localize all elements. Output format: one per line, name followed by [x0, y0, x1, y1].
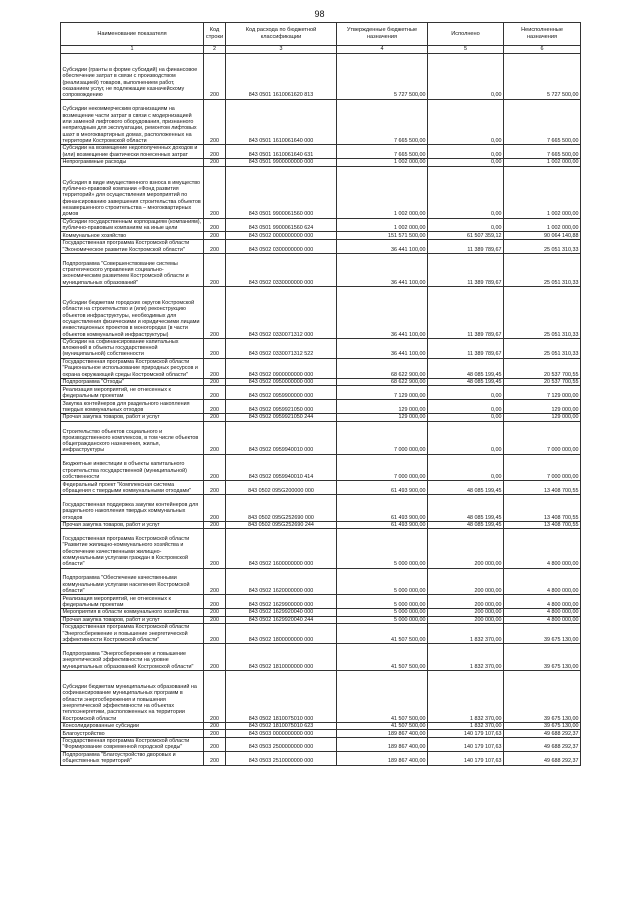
indicator-name-cell: Государственная программа Костромской области "Формирование современной городской среды" — [61, 737, 204, 751]
row-code-cell: 200 — [204, 286, 226, 338]
indicator-name-cell: Мероприятия в области коммунального хозяйства — [61, 609, 204, 617]
row-code-cell: 200 — [204, 400, 226, 414]
table-row — [61, 454, 581, 481]
table-row — [61, 495, 581, 522]
executed-amount-cell: 48 085 199,45 — [428, 481, 504, 495]
table-row — [61, 232, 581, 240]
budget-code-cell: 843 0502 0330071312 522 — [226, 338, 337, 358]
unexecuted-amount-cell: 1 002 000,00 — [504, 159, 581, 167]
row-code-cell: 200 — [204, 529, 226, 568]
budget-code-cell: 843 0502 0959940010 414 — [226, 454, 337, 481]
unexecuted-amount-cell: 25 051 310,33 — [504, 286, 581, 338]
table-row — [61, 253, 581, 286]
executed-amount-cell: 0,00 — [428, 421, 504, 454]
row-code-cell: 200 — [204, 54, 226, 100]
executed-amount-cell: 48 085 199,45 — [428, 495, 504, 522]
header-approved-appropriations: Утвержденные бюджетные назначения — [337, 23, 428, 46]
executed-amount-cell: 200 000,00 — [428, 568, 504, 595]
executed-amount-cell: 140 179 107,63 — [428, 730, 504, 738]
column-number: 4 — [337, 46, 428, 54]
indicator-name-cell: Прочая закупка товаров, работ и услуг — [61, 521, 204, 529]
column-number-row — [61, 46, 581, 54]
approved-amount-cell: 41 507 500,00 — [337, 624, 428, 644]
table-row — [61, 730, 581, 738]
executed-amount-cell: 0,00 — [428, 145, 504, 159]
table-row — [61, 145, 581, 159]
row-code-cell: 200 — [204, 737, 226, 751]
table-row — [61, 624, 581, 644]
row-code-cell: 200 — [204, 218, 226, 232]
unexecuted-amount-cell: 13 408 700,55 — [504, 481, 581, 495]
unexecuted-amount-cell: 7 665 500,00 — [504, 99, 581, 145]
approved-amount-cell: 7 000 000,00 — [337, 454, 428, 481]
column-number: 1 — [61, 46, 204, 54]
table-row — [61, 595, 581, 609]
approved-amount-cell: 36 441 100,00 — [337, 286, 428, 338]
indicator-name-cell: Государственная программа Костромской области "Экономическое развитие Костромской области" — [61, 239, 204, 253]
budget-execution-table — [60, 22, 581, 766]
unexecuted-amount-cell: 39 675 130,00 — [504, 670, 581, 722]
budget-code-cell: 843 0503 0000000000 000 — [226, 730, 337, 738]
budget-code-cell: 843 0502 1600000000 000 — [226, 529, 337, 568]
table-row — [61, 414, 581, 422]
row-code-cell: 200 — [204, 232, 226, 240]
unexecuted-amount-cell: 4 800 000,00 — [504, 595, 581, 609]
unexecuted-amount-cell: 49 688 292,37 — [504, 730, 581, 738]
unexecuted-amount-cell: 1 002 000,00 — [504, 218, 581, 232]
executed-amount-cell: 0,00 — [428, 454, 504, 481]
table-row — [61, 616, 581, 624]
approved-amount-cell: 41 507 500,00 — [337, 644, 428, 671]
budget-code-cell: 843 0502 1810000000 000 — [226, 644, 337, 671]
executed-amount-cell: 200 000,00 — [428, 609, 504, 617]
unexecuted-amount-cell: 20 537 700,55 — [504, 378, 581, 386]
indicator-name-cell: Субсидии бюджетам городских округов Костромской области на строительство и (или) реконструкцию объектов инфраструктуры, необходимых для осуществления физическими и юридическими лицами инвестиционных проектов в моногородах (в части объектов коммунальной инфраструктуры) — [61, 286, 204, 338]
row-code-cell: 200 — [204, 609, 226, 617]
row-code-cell: 200 — [204, 145, 226, 159]
row-code-cell: 200 — [204, 378, 226, 386]
row-code-cell: 200 — [204, 454, 226, 481]
row-code-cell: 200 — [204, 670, 226, 722]
row-code-cell: 200 — [204, 624, 226, 644]
page-number: 98 — [314, 9, 325, 19]
budget-code-cell: 843 0502 095G252690 244 — [226, 521, 337, 529]
unexecuted-amount-cell: 4 800 000,00 — [504, 609, 581, 617]
indicator-name-cell: Субсидии бюджетам муниципальных образований на софинансирование муниципальных программ в области энергосбережения и повышения энергетической эффективности на объектах теплоэнергетики, расположенных на территории Костромской области — [61, 670, 204, 722]
table-row — [61, 481, 581, 495]
table-row — [61, 521, 581, 529]
approved-amount-cell: 151 571 500,00 — [337, 232, 428, 240]
budget-code-cell: 843 0502 0000000000 000 — [226, 232, 337, 240]
table-row — [61, 568, 581, 595]
budget-code-cell: 843 0501 1610061640 000 — [226, 99, 337, 145]
unexecuted-amount-cell: 39 675 130,00 — [504, 722, 581, 730]
indicator-name-cell: Непрограммные расходы — [61, 159, 204, 167]
indicator-name-cell: Реализация мероприятий, не отнесенных к федеральным проектам — [61, 386, 204, 400]
unexecuted-amount-cell: 25 051 310,33 — [504, 338, 581, 358]
executed-amount-cell: 0,00 — [428, 99, 504, 145]
table-row — [61, 286, 581, 338]
row-code-cell: 200 — [204, 722, 226, 730]
table-row — [61, 751, 581, 765]
row-code-cell: 200 — [204, 495, 226, 522]
row-code-cell: 200 — [204, 358, 226, 378]
indicator-name-cell: Субсидия в виде имущественного взноса в имущество публично-правовой компании «Фонд развития территорий» для осуществления мероприятий по финансированию завершения строительства объектов незавершенного строительства – многоквартирных домов — [61, 166, 204, 218]
unexecuted-amount-cell: 13 408 700,55 — [504, 495, 581, 522]
unexecuted-amount-cell: 49 688 292,37 — [504, 737, 581, 751]
executed-amount-cell: 0,00 — [428, 218, 504, 232]
executed-amount-cell: 11 389 789,67 — [428, 253, 504, 286]
unexecuted-amount-cell: 49 688 292,37 — [504, 751, 581, 765]
indicator-name-cell: Закупка контейнеров для раздельного накопления твердых коммунальных отходов — [61, 400, 204, 414]
header-executed: Исполнено — [428, 23, 504, 46]
unexecuted-amount-cell: 7 665 500,00 — [504, 145, 581, 159]
header-indicator-name: Наименование показателя — [61, 23, 204, 46]
unexecuted-amount-cell: 7 000 000,00 — [504, 421, 581, 454]
executed-amount-cell: 1 832 370,00 — [428, 670, 504, 722]
approved-amount-cell: 1 002 000,00 — [337, 159, 428, 167]
budget-code-cell: 843 0502 1800000000 000 — [226, 624, 337, 644]
budget-code-cell: 843 0502 1810075010 000 — [226, 670, 337, 722]
budget-code-cell: 843 0502 0300000000 000 — [226, 239, 337, 253]
unexecuted-amount-cell: 129 000,00 — [504, 400, 581, 414]
budget-code-cell: 843 0501 9900061560 000 — [226, 166, 337, 218]
table-row — [61, 239, 581, 253]
budget-code-cell: 843 0502 1810075010 623 — [226, 722, 337, 730]
header-budget-classification-code: Код расхода по бюджетной классификации — [226, 23, 337, 46]
executed-amount-cell: 0,00 — [428, 166, 504, 218]
unexecuted-amount-cell: 13 408 700,55 — [504, 521, 581, 529]
budget-code-cell: 843 0502 095G200000 000 — [226, 481, 337, 495]
approved-amount-cell: 189 867 400,00 — [337, 730, 428, 738]
row-code-cell: 200 — [204, 421, 226, 454]
table-row — [61, 218, 581, 232]
indicator-name-cell: Государственная поддержка закупки контейнеров для раздельного накопления твердых коммунальных отходов — [61, 495, 204, 522]
executed-amount-cell: 11 389 789,67 — [428, 239, 504, 253]
indicator-name-cell: Коммунальное хозяйство — [61, 232, 204, 240]
approved-amount-cell: 36 441 100,00 — [337, 239, 428, 253]
unexecuted-amount-cell: 39 675 130,00 — [504, 644, 581, 671]
indicator-name-cell: Государственная программа Костромской области "Рациональное использование природных ресурсов и охрана окружающей среды Костромской области" — [61, 358, 204, 378]
budget-code-cell: 843 0502 1629900000 000 — [226, 595, 337, 609]
approved-amount-cell: 1 002 000,00 — [337, 218, 428, 232]
unexecuted-amount-cell: 4 800 000,00 — [504, 568, 581, 595]
table-row — [61, 644, 581, 671]
unexecuted-amount-cell: 1 002 000,00 — [504, 166, 581, 218]
executed-amount-cell: 0,00 — [428, 386, 504, 400]
unexecuted-amount-cell: 39 675 130,00 — [504, 624, 581, 644]
indicator-name-cell: Субсидии (гранты в форме субсидий) на финансовое обеспечение затрат в связи с производством (реализацией) товаров, выполнением работ, оказанием услуг, не подлежащие казначейскому сопровождению — [61, 54, 204, 100]
executed-amount-cell: 1 832 370,00 — [428, 624, 504, 644]
table-row — [61, 378, 581, 386]
unexecuted-amount-cell: 4 800 000,00 — [504, 529, 581, 568]
column-number: 3 — [226, 46, 337, 54]
indicator-name-cell: Подпрограмма "Энергосбережение и повышение энергетической эффективности на уровне муниципальных образований Костромской области" — [61, 644, 204, 671]
indicator-name-cell: Благоустройство — [61, 730, 204, 738]
table-row — [61, 338, 581, 358]
approved-amount-cell: 129 000,00 — [337, 414, 428, 422]
budget-code-cell: 843 0502 0959921050 000 — [226, 400, 337, 414]
budget-code-cell: 843 0501 9900061560 624 — [226, 218, 337, 232]
row-code-cell: 200 — [204, 159, 226, 167]
unexecuted-amount-cell: 7 129 000,00 — [504, 386, 581, 400]
budget-code-cell: 843 0502 1620000000 000 — [226, 568, 337, 595]
approved-amount-cell: 5 000 000,00 — [337, 595, 428, 609]
column-number: 6 — [504, 46, 581, 54]
approved-amount-cell: 5 000 000,00 — [337, 609, 428, 617]
unexecuted-amount-cell: 90 064 140,88 — [504, 232, 581, 240]
approved-amount-cell: 36 441 100,00 — [337, 338, 428, 358]
row-code-cell: 200 — [204, 99, 226, 145]
executed-amount-cell: 48 085 199,45 — [428, 378, 504, 386]
executed-amount-cell: 48 085 199,45 — [428, 358, 504, 378]
indicator-name-cell: Бюджетные инвестиции в объекты капитального строительства государственной (муниципальной) собственности — [61, 454, 204, 481]
unexecuted-amount-cell: 25 051 310,33 — [504, 239, 581, 253]
indicator-name-cell: Консолидированные субсидии — [61, 722, 204, 730]
unexecuted-amount-cell: 129 000,00 — [504, 414, 581, 422]
approved-amount-cell: 7 000 000,00 — [337, 421, 428, 454]
table-row — [61, 400, 581, 414]
unexecuted-amount-cell: 4 800 000,00 — [504, 616, 581, 624]
column-number: 5 — [428, 46, 504, 54]
row-code-cell: 200 — [204, 595, 226, 609]
budget-code-cell: 843 0502 0330000000 000 — [226, 253, 337, 286]
approved-amount-cell: 189 867 400,00 — [337, 751, 428, 765]
table-row — [61, 54, 581, 100]
approved-amount-cell: 61 493 900,00 — [337, 481, 428, 495]
approved-amount-cell: 1 002 000,00 — [337, 166, 428, 218]
unexecuted-amount-cell: 5 727 500,00 — [504, 54, 581, 100]
budget-code-cell: 843 0502 0950000000 000 — [226, 378, 337, 386]
approved-amount-cell: 68 622 900,00 — [337, 378, 428, 386]
table-row — [61, 386, 581, 400]
indicator-name-cell: Субсидии на возмещение недополученных доходов и (или) возмещение фактически понесенных затрат — [61, 145, 204, 159]
budget-code-cell: 843 0502 0959940010 000 — [226, 421, 337, 454]
header-unexecuted-appropriations: Неисполненные назначения — [504, 23, 581, 46]
budget-code-cell: 843 0502 1629920040 244 — [226, 616, 337, 624]
table-row — [61, 722, 581, 730]
table-row — [61, 159, 581, 167]
row-code-cell: 200 — [204, 166, 226, 218]
executed-amount-cell: 1 832 370,00 — [428, 644, 504, 671]
executed-amount-cell: 200 000,00 — [428, 595, 504, 609]
indicator-name-cell: Федеральный проект "Комплексная система обращения с твердыми коммунальными отходами" — [61, 481, 204, 495]
executed-amount-cell: 140 179 107,63 — [428, 751, 504, 765]
unexecuted-amount-cell: 7 000 000,00 — [504, 454, 581, 481]
approved-amount-cell: 7 129 000,00 — [337, 386, 428, 400]
budget-code-cell: 843 0502 095G252690 000 — [226, 495, 337, 522]
indicator-name-cell: Строительство объектов социального и производственного комплексов, в том числе объектов общегражданского назначения, жилья, инфраструктуры — [61, 421, 204, 454]
indicator-name-cell: Субсидии на софинансирование капитальных вложений в объекты государственной (муниципальной) собственности — [61, 338, 204, 358]
unexecuted-amount-cell: 20 537 700,55 — [504, 358, 581, 378]
indicator-name-cell: Субсидии некоммерческим организациям на возмещение части затрат в связи с модернизацией или заменой лифтового оборудования, признанного непригодным для эксплуатации, ремонтом лифтовых шахт в многоквартирных домах, расположенных на территории Костромской области — [61, 99, 204, 145]
budget-code-cell: 843 0502 0900000000 000 — [226, 358, 337, 378]
executed-amount-cell: 0,00 — [428, 159, 504, 167]
indicator-name-cell: Государственная программа Костромской области "Энергосбережение и повышение энергетической эффективности Костромской области" — [61, 624, 204, 644]
row-code-cell: 200 — [204, 568, 226, 595]
approved-amount-cell: 5 000 000,00 — [337, 529, 428, 568]
executed-amount-cell: 11 389 789,67 — [428, 286, 504, 338]
row-code-cell: 200 — [204, 644, 226, 671]
approved-amount-cell: 61 493 900,00 — [337, 521, 428, 529]
budget-code-cell: 843 0503 2500000000 000 — [226, 737, 337, 751]
row-code-cell: 200 — [204, 414, 226, 422]
approved-amount-cell: 5 000 000,00 — [337, 568, 428, 595]
row-code-cell: 200 — [204, 616, 226, 624]
executed-amount-cell: 61 507 359,12 — [428, 232, 504, 240]
table-header-row — [61, 23, 581, 46]
row-code-cell: 200 — [204, 338, 226, 358]
executed-amount-cell: 0,00 — [428, 400, 504, 414]
indicator-name-cell: Государственная программа Костромской области "Развитие жилищно-коммунального хозяйства и обеспечение качественными жилищно-коммунальными услугами граждан в Костромской области" — [61, 529, 204, 568]
indicator-name-cell: Субсидии государственным корпорациям (компаниям), публично-правовым компаниям на иные цели — [61, 218, 204, 232]
approved-amount-cell: 68 622 900,00 — [337, 358, 428, 378]
indicator-name-cell: Реализация мероприятий, не отнесенных к федеральным проектам — [61, 595, 204, 609]
indicator-name-cell: Прочая закупка товаров, работ и услуг — [61, 414, 204, 422]
column-number: 2 — [204, 46, 226, 54]
indicator-name-cell: Подпрограмма "Благоустройство дворовых и общественных территорий" — [61, 751, 204, 765]
budget-code-cell: 843 0502 1629920040 000 — [226, 609, 337, 617]
budget-code-cell: 843 0501 9900000000 000 — [226, 159, 337, 167]
row-code-cell: 200 — [204, 253, 226, 286]
approved-amount-cell: 5 000 000,00 — [337, 616, 428, 624]
table-row — [61, 166, 581, 218]
executed-amount-cell: 0,00 — [428, 54, 504, 100]
row-code-cell: 200 — [204, 730, 226, 738]
table-row — [61, 737, 581, 751]
indicator-name-cell: Подпрограмма "Отходы" — [61, 378, 204, 386]
approved-amount-cell: 5 727 500,00 — [337, 54, 428, 100]
approved-amount-cell: 7 665 500,00 — [337, 145, 428, 159]
approved-amount-cell: 41 507 500,00 — [337, 670, 428, 722]
approved-amount-cell: 41 507 500,00 — [337, 722, 428, 730]
approved-amount-cell: 61 493 900,00 — [337, 495, 428, 522]
row-code-cell: 200 — [204, 239, 226, 253]
approved-amount-cell: 189 867 400,00 — [337, 737, 428, 751]
approved-amount-cell: 36 441 100,00 — [337, 253, 428, 286]
row-code-cell: 200 — [204, 386, 226, 400]
table-row — [61, 358, 581, 378]
table-row — [61, 529, 581, 568]
budget-code-cell: 843 0502 0959900000 000 — [226, 386, 337, 400]
executed-amount-cell: 1 832 370,00 — [428, 722, 504, 730]
executed-amount-cell: 48 085 199,45 — [428, 521, 504, 529]
budget-code-cell: 843 0503 2510000000 000 — [226, 751, 337, 765]
budget-code-cell: 843 0502 0330071312 000 — [226, 286, 337, 338]
row-code-cell: 200 — [204, 751, 226, 765]
budget-code-cell: 843 0501 1610061620 813 — [226, 54, 337, 100]
executed-amount-cell: 0,00 — [428, 414, 504, 422]
indicator-name-cell: Подпрограмма "Совершенствование системы стратегического управления социально-экономическим развитием Костромской области и муниципальных образований" — [61, 253, 204, 286]
budget-code-cell: 843 0502 0959921050 244 — [226, 414, 337, 422]
executed-amount-cell: 200 000,00 — [428, 529, 504, 568]
budget-code-cell: 843 0501 1610061640 631 — [226, 145, 337, 159]
indicator-name-cell: Прочая закупка товаров, работ и услуг — [61, 616, 204, 624]
table-row — [61, 421, 581, 454]
executed-amount-cell: 11 389 789,67 — [428, 338, 504, 358]
unexecuted-amount-cell: 25 051 310,33 — [504, 253, 581, 286]
row-code-cell: 200 — [204, 521, 226, 529]
row-code-cell: 200 — [204, 481, 226, 495]
table-row — [61, 670, 581, 722]
approved-amount-cell: 7 665 500,00 — [337, 99, 428, 145]
table-row — [61, 99, 581, 145]
indicator-name-cell: Подпрограмма "Обеспечение качественными коммунальными услугами населения Костромской области" — [61, 568, 204, 595]
header-row-code: Код строки — [204, 23, 226, 46]
approved-amount-cell: 129 000,00 — [337, 400, 428, 414]
table-row — [61, 609, 581, 617]
executed-amount-cell: 200 000,00 — [428, 616, 504, 624]
executed-amount-cell: 140 179 107,63 — [428, 737, 504, 751]
